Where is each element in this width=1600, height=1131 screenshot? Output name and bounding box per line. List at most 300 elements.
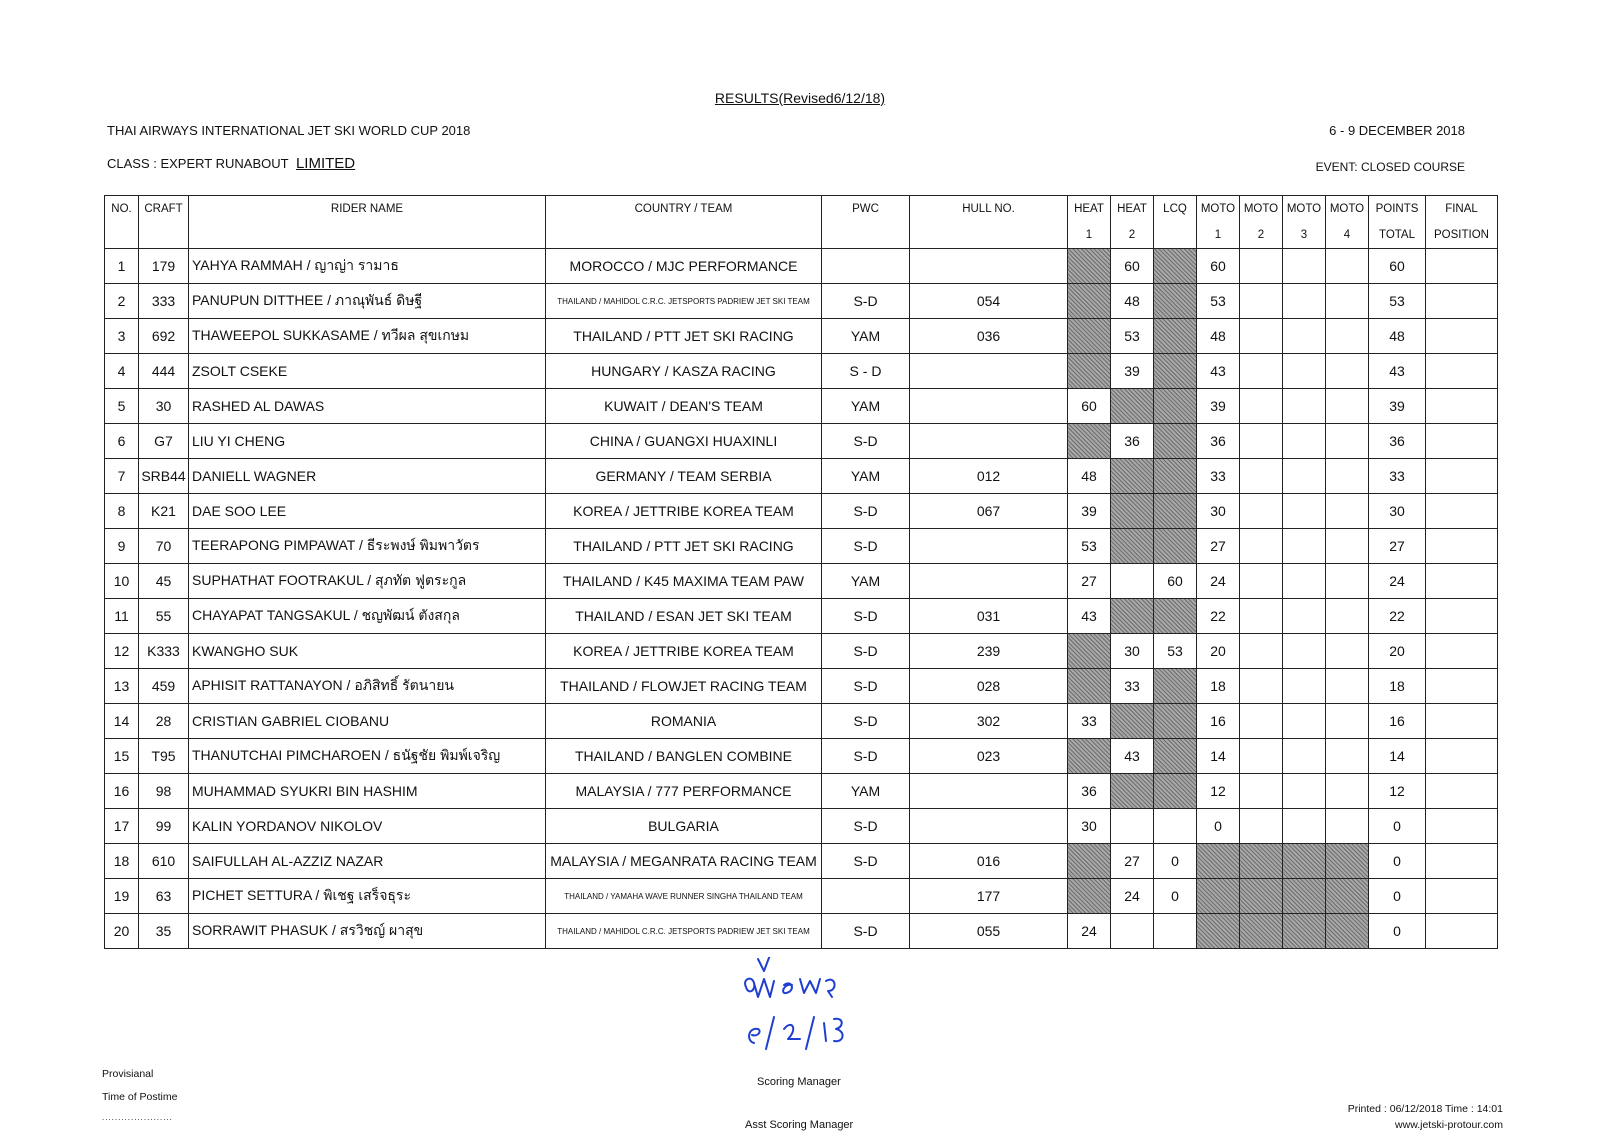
cell-points: 24: [1369, 564, 1426, 599]
cell-points: 27: [1369, 529, 1426, 564]
document-title: RESULTS(Revised6/12/18): [714, 90, 886, 106]
cell-final: [1426, 809, 1498, 844]
cell-heat1: [1068, 669, 1111, 704]
col-moto2-num: 2: [1240, 222, 1283, 249]
cell-rider: CHAYAPAT TANGSAKUL / ชญพัฒน์ ตังสกุล: [189, 599, 546, 634]
col-pwc: PWC: [822, 196, 910, 223]
cell-moto1: 18: [1197, 669, 1240, 704]
cell-rider: KWANGHO SUK: [189, 634, 546, 669]
signature: [740, 957, 860, 1057]
cell-moto3: [1283, 354, 1326, 389]
cell-pwc: S-D: [822, 529, 910, 564]
cell-heat1: 60: [1068, 389, 1111, 424]
cell-no: 4: [105, 354, 139, 389]
cell-moto4: [1326, 529, 1369, 564]
cell-final: [1426, 844, 1498, 879]
cell-hull: 067: [910, 494, 1068, 529]
col-heat2-top: HEAT: [1111, 196, 1154, 223]
cell-heat1: [1068, 844, 1111, 879]
cell-moto1: 20: [1197, 634, 1240, 669]
cell-rider: TEERAPONG PIMPAWAT / ธีระพงษ์ พิมพาวัตร: [189, 529, 546, 564]
cell-pwc: S-D: [822, 739, 910, 774]
cell-team: THAILAND / MAHIDOL C.R.C. JETSPORTS PADRIEW JET SKI TEAM: [546, 284, 822, 319]
cell-heat2: [1111, 494, 1154, 529]
cell-heat2: 39: [1111, 354, 1154, 389]
cell-rider: ZSOLT CSEKE: [189, 354, 546, 389]
col-team: COUNTRY / TEAM: [546, 196, 822, 223]
cell-pwc: S-D: [822, 494, 910, 529]
cell-moto2: [1240, 459, 1283, 494]
cell-heat1: [1068, 284, 1111, 319]
cell-pwc: S-D: [822, 424, 910, 459]
cell-moto1: 27: [1197, 529, 1240, 564]
results-table: [104, 195, 1498, 949]
cell-team: THAILAND / K45 MAXIMA TEAM PAW: [546, 564, 822, 599]
cell-hull: [910, 774, 1068, 809]
cell-moto4: [1326, 739, 1369, 774]
cell-heat1: [1068, 634, 1111, 669]
cell-moto3: [1283, 564, 1326, 599]
cell-hull: [910, 564, 1068, 599]
cell-craft: 444: [139, 354, 189, 389]
cell-pwc: S-D: [822, 284, 910, 319]
cell-hull: [910, 529, 1068, 564]
cell-lcq: 60: [1154, 564, 1197, 599]
cell-moto2: [1240, 599, 1283, 634]
cell-pwc: [822, 879, 910, 914]
cell-moto1: [1197, 914, 1240, 949]
cell-rider: CRISTIAN GABRIEL CIOBANU: [189, 704, 546, 739]
cell-final: [1426, 354, 1498, 389]
cell-no: 11: [105, 599, 139, 634]
class-label: CLASS : EXPERT RUNABOUT: [107, 156, 289, 171]
printed-timestamp: Printed : 06/12/2018 Time : 14:01: [1347, 1103, 1503, 1115]
cell-points: 18: [1369, 669, 1426, 704]
table-row: [105, 809, 1498, 844]
cell-heat2: 24: [1111, 879, 1154, 914]
col-no: NO.: [105, 196, 139, 223]
cell-craft: 98: [139, 774, 189, 809]
cell-heat2: [1111, 774, 1154, 809]
cell-hull: [910, 424, 1068, 459]
cell-hull: 055: [910, 914, 1068, 949]
cell-craft: 610: [139, 844, 189, 879]
cell-points: 43: [1369, 354, 1426, 389]
cell-team: THAILAND / PTT JET SKI RACING: [546, 319, 822, 354]
cell-moto2: [1240, 739, 1283, 774]
cell-moto1: 14: [1197, 739, 1240, 774]
event-dates: 6 - 9 DECEMBER 2018: [1329, 123, 1465, 138]
time-of-postime-label: Time of Postime: [102, 1091, 178, 1103]
cell-points: 39: [1369, 389, 1426, 424]
postime-dots: ......................: [102, 1113, 173, 1122]
cell-no: 2: [105, 284, 139, 319]
cell-rider: LIU YI CHENG: [189, 424, 546, 459]
cell-rider: RASHED AL DAWAS: [189, 389, 546, 424]
col-rider: RIDER NAME: [189, 196, 546, 223]
cell-moto1: 24: [1197, 564, 1240, 599]
cell-moto2: [1240, 284, 1283, 319]
cell-moto1: 12: [1197, 774, 1240, 809]
cell-final: [1426, 564, 1498, 599]
cell-final: [1426, 284, 1498, 319]
cell-heat1: [1068, 739, 1111, 774]
cell-hull: 023: [910, 739, 1068, 774]
cell-team: THAILAND / ESAN JET SKI TEAM: [546, 599, 822, 634]
cell-heat1: 39: [1068, 494, 1111, 529]
table-row: [105, 879, 1498, 914]
cell-final: [1426, 739, 1498, 774]
cell-heat1: [1068, 354, 1111, 389]
cell-heat1: [1068, 249, 1111, 284]
cell-hull: [910, 389, 1068, 424]
cell-no: 18: [105, 844, 139, 879]
col-moto1-top: MOTO: [1197, 196, 1240, 223]
cell-pwc: YAM: [822, 319, 910, 354]
cell-heat2: 53: [1111, 319, 1154, 354]
cell-moto2: [1240, 634, 1283, 669]
table-body: [105, 249, 1498, 949]
cell-no: 20: [105, 914, 139, 949]
cell-moto3: [1283, 774, 1326, 809]
cell-final: [1426, 389, 1498, 424]
table-row: [105, 564, 1498, 599]
cell-moto2: [1240, 844, 1283, 879]
cell-pwc: YAM: [822, 459, 910, 494]
cell-moto2: [1240, 704, 1283, 739]
table-row: [105, 284, 1498, 319]
col-moto4-top: MOTO: [1326, 196, 1369, 223]
cell-craft: K333: [139, 634, 189, 669]
cell-moto4: [1326, 494, 1369, 529]
cell-no: 8: [105, 494, 139, 529]
cell-no: 5: [105, 389, 139, 424]
cell-moto3: [1283, 494, 1326, 529]
cell-moto3: [1283, 529, 1326, 564]
table-row: [105, 739, 1498, 774]
cell-team: KUWAIT / DEAN'S TEAM: [546, 389, 822, 424]
cell-rider: SORRAWIT PHASUK / สรวิชญ์ ผาสุข: [189, 914, 546, 949]
col-points: POINTS: [1369, 196, 1426, 223]
cell-lcq: [1154, 354, 1197, 389]
cell-hull: 016: [910, 844, 1068, 879]
cell-lcq: [1154, 669, 1197, 704]
cell-final: [1426, 669, 1498, 704]
cell-heat1: [1068, 319, 1111, 354]
cell-heat2: 60: [1111, 249, 1154, 284]
cell-team: MALAYSIA / MEGANRATA RACING TEAM: [546, 844, 822, 879]
cell-points: 53: [1369, 284, 1426, 319]
table-row: [105, 599, 1498, 634]
cell-rider: SUPHATHAT FOOTRAKUL / สุภทัต ฟูตระกูล: [189, 564, 546, 599]
cell-lcq: [1154, 424, 1197, 459]
cell-no: 15: [105, 739, 139, 774]
class-line: [107, 155, 355, 172]
cell-moto3: [1283, 844, 1326, 879]
cell-moto4: [1326, 634, 1369, 669]
cell-moto4: [1326, 424, 1369, 459]
cell-moto4: [1326, 879, 1369, 914]
cell-hull: 031: [910, 599, 1068, 634]
cell-moto4: [1326, 459, 1369, 494]
cell-team: THAILAND / BANGLEN COMBINE: [546, 739, 822, 774]
cell-craft: 99: [139, 809, 189, 844]
cell-no: 9: [105, 529, 139, 564]
cell-no: 13: [105, 669, 139, 704]
cell-rider: SAIFULLAH AL-AZZIZ NAZAR: [189, 844, 546, 879]
col-hull: HULL NO.: [910, 196, 1068, 223]
cell-lcq: [1154, 529, 1197, 564]
cell-no: 6: [105, 424, 139, 459]
cell-heat1: 36: [1068, 774, 1111, 809]
cell-team: THAILAND / PTT JET SKI RACING: [546, 529, 822, 564]
cell-hull: [910, 354, 1068, 389]
table-row: [105, 494, 1498, 529]
cell-moto2: [1240, 529, 1283, 564]
table-row: [105, 529, 1498, 564]
cell-pwc: [822, 249, 910, 284]
table-row: [105, 774, 1498, 809]
cell-rider: DANIELL WAGNER: [189, 459, 546, 494]
cell-heat2: [1111, 564, 1154, 599]
cell-hull: 302: [910, 704, 1068, 739]
table-row: [105, 424, 1498, 459]
cell-moto3: [1283, 389, 1326, 424]
cell-moto2: [1240, 494, 1283, 529]
cell-craft: 45: [139, 564, 189, 599]
cell-moto2: [1240, 809, 1283, 844]
cell-no: 7: [105, 459, 139, 494]
cell-final: [1426, 319, 1498, 354]
cell-rider: PANUPUN DITTHEE / ภาณุพันธ์ ดิษฐี: [189, 284, 546, 319]
cell-hull: 036: [910, 319, 1068, 354]
cell-craft: 28: [139, 704, 189, 739]
cell-points: 22: [1369, 599, 1426, 634]
table-row: [105, 354, 1498, 389]
cell-moto1: 36: [1197, 424, 1240, 459]
cell-moto4: [1326, 914, 1369, 949]
cell-moto3: [1283, 599, 1326, 634]
cell-heat2: 33: [1111, 669, 1154, 704]
cell-moto3: [1283, 459, 1326, 494]
cell-moto2: [1240, 774, 1283, 809]
cell-hull: [910, 809, 1068, 844]
cell-points: 0: [1369, 914, 1426, 949]
cell-moto1: 16: [1197, 704, 1240, 739]
col-final: FINAL: [1426, 196, 1498, 223]
col-heat2-num: 2: [1111, 222, 1154, 249]
cell-heat1: 43: [1068, 599, 1111, 634]
cell-lcq: [1154, 249, 1197, 284]
cell-moto1: 60: [1197, 249, 1240, 284]
cell-points: 0: [1369, 879, 1426, 914]
cell-pwc: YAM: [822, 564, 910, 599]
cell-no: 10: [105, 564, 139, 599]
cell-moto4: [1326, 669, 1369, 704]
cell-craft: 179: [139, 249, 189, 284]
cell-pwc: YAM: [822, 774, 910, 809]
cell-moto3: [1283, 739, 1326, 774]
cell-team: CHINA / GUANGXI HUAXINLI: [546, 424, 822, 459]
cell-final: [1426, 494, 1498, 529]
cell-moto2: [1240, 249, 1283, 284]
cell-craft: SRB44: [139, 459, 189, 494]
cell-moto3: [1283, 424, 1326, 459]
cell-points: 0: [1369, 809, 1426, 844]
cell-team: KOREA / JETTRIBE KOREA TEAM: [546, 494, 822, 529]
col-position: POSITION: [1426, 222, 1498, 249]
cell-heat2: [1111, 704, 1154, 739]
cell-lcq: 0: [1154, 879, 1197, 914]
cell-hull: [910, 249, 1068, 284]
cell-final: [1426, 704, 1498, 739]
cell-hull: 028: [910, 669, 1068, 704]
cell-final: [1426, 459, 1498, 494]
cell-rider: PICHET SETTURA / พิเชฐ เสร็จธุระ: [189, 879, 546, 914]
cell-final: [1426, 914, 1498, 949]
cell-heat2: [1111, 529, 1154, 564]
cell-points: 30: [1369, 494, 1426, 529]
cell-team: ROMANIA: [546, 704, 822, 739]
cell-points: 14: [1369, 739, 1426, 774]
col-heat1-top: HEAT: [1068, 196, 1111, 223]
table-row: [105, 389, 1498, 424]
cell-craft: 30: [139, 389, 189, 424]
cell-final: [1426, 424, 1498, 459]
col-total: TOTAL: [1369, 222, 1426, 249]
cell-heat2: [1111, 809, 1154, 844]
cell-pwc: S-D: [822, 914, 910, 949]
cell-points: 12: [1369, 774, 1426, 809]
table-row: [105, 319, 1498, 354]
cell-final: [1426, 529, 1498, 564]
cell-moto4: [1326, 284, 1369, 319]
cell-team: THAILAND / FLOWJET RACING TEAM: [546, 669, 822, 704]
cell-heat1: 24: [1068, 914, 1111, 949]
cell-points: 20: [1369, 634, 1426, 669]
cell-lcq: [1154, 389, 1197, 424]
table-row: [105, 844, 1498, 879]
cell-rider: KALIN YORDANOV NIKOLOV: [189, 809, 546, 844]
cell-lcq: [1154, 599, 1197, 634]
col-moto1-num: 1: [1197, 222, 1240, 249]
cell-heat1: 33: [1068, 704, 1111, 739]
cell-heat2: [1111, 599, 1154, 634]
col-craft: CRAFT: [139, 196, 189, 223]
cell-no: 1: [105, 249, 139, 284]
cell-craft: 55: [139, 599, 189, 634]
cell-pwc: S-D: [822, 599, 910, 634]
cell-no: 12: [105, 634, 139, 669]
cell-craft: G7: [139, 424, 189, 459]
table-header: [105, 196, 1498, 249]
cell-team: KOREA / JETTRIBE KOREA TEAM: [546, 634, 822, 669]
cell-points: 0: [1369, 844, 1426, 879]
cell-moto4: [1326, 704, 1369, 739]
cell-final: [1426, 879, 1498, 914]
table-row: [105, 634, 1498, 669]
cell-moto3: [1283, 914, 1326, 949]
cell-no: 17: [105, 809, 139, 844]
cell-craft: 70: [139, 529, 189, 564]
cell-hull: 054: [910, 284, 1068, 319]
col-heat1-num: 1: [1068, 222, 1111, 249]
cell-moto2: [1240, 389, 1283, 424]
cell-moto4: [1326, 389, 1369, 424]
cell-moto3: [1283, 284, 1326, 319]
cell-no: 19: [105, 879, 139, 914]
cell-pwc: S - D: [822, 354, 910, 389]
col-moto3-num: 3: [1283, 222, 1326, 249]
cell-moto1: [1197, 879, 1240, 914]
cell-moto4: [1326, 599, 1369, 634]
cell-moto1: [1197, 844, 1240, 879]
cell-rider: APHISIT RATTANAYON / อภิสิทธิ์ รัตนายน: [189, 669, 546, 704]
cell-points: 33: [1369, 459, 1426, 494]
cell-final: [1426, 249, 1498, 284]
cell-team: BULGARIA: [546, 809, 822, 844]
cell-heat1: [1068, 424, 1111, 459]
scoring-manager-label: Scoring Manager: [757, 1076, 841, 1088]
cell-team: THAILAND / YAMAHA WAVE RUNNER SINGHA THAILAND TEAM: [546, 879, 822, 914]
cell-points: 16: [1369, 704, 1426, 739]
cell-moto1: 53: [1197, 284, 1240, 319]
cell-moto3: [1283, 704, 1326, 739]
cell-moto3: [1283, 319, 1326, 354]
cell-rider: THAWEEPOL SUKKASAME / ทวีผล สุขเกษม: [189, 319, 546, 354]
cell-craft: 459: [139, 669, 189, 704]
cell-team: MOROCCO / MJC PERFORMANCE: [546, 249, 822, 284]
table-row: [105, 704, 1498, 739]
cell-team: GERMANY / TEAM SERBIA: [546, 459, 822, 494]
cell-moto3: [1283, 809, 1326, 844]
cell-no: 14: [105, 704, 139, 739]
cell-moto3: [1283, 634, 1326, 669]
cell-moto2: [1240, 564, 1283, 599]
cell-lcq: [1154, 284, 1197, 319]
cell-heat2: 36: [1111, 424, 1154, 459]
cell-pwc: S-D: [822, 844, 910, 879]
cell-moto4: [1326, 844, 1369, 879]
cell-pwc: YAM: [822, 389, 910, 424]
cell-lcq: [1154, 809, 1197, 844]
cell-no: 3: [105, 319, 139, 354]
cell-heat1: 30: [1068, 809, 1111, 844]
cell-lcq: [1154, 914, 1197, 949]
col-moto4-num: 4: [1326, 222, 1369, 249]
cell-moto4: [1326, 354, 1369, 389]
cell-moto2: [1240, 319, 1283, 354]
cell-pwc: S-D: [822, 809, 910, 844]
cell-heat2: 43: [1111, 739, 1154, 774]
cell-pwc: S-D: [822, 704, 910, 739]
cell-craft: 63: [139, 879, 189, 914]
event-name: THAI AIRWAYS INTERNATIONAL JET SKI WORLD CUP 2018: [107, 123, 471, 138]
cell-moto1: 22: [1197, 599, 1240, 634]
cell-moto3: [1283, 249, 1326, 284]
cell-rider: DAE SOO LEE: [189, 494, 546, 529]
cell-craft: T95: [139, 739, 189, 774]
cell-moto4: [1326, 249, 1369, 284]
cell-moto3: [1283, 879, 1326, 914]
class-value: LIMITED: [295, 155, 356, 172]
cell-moto2: [1240, 914, 1283, 949]
cell-heat1: [1068, 879, 1111, 914]
cell-moto2: [1240, 879, 1283, 914]
cell-lcq: [1154, 459, 1197, 494]
cell-points: 48: [1369, 319, 1426, 354]
cell-moto4: [1326, 809, 1369, 844]
